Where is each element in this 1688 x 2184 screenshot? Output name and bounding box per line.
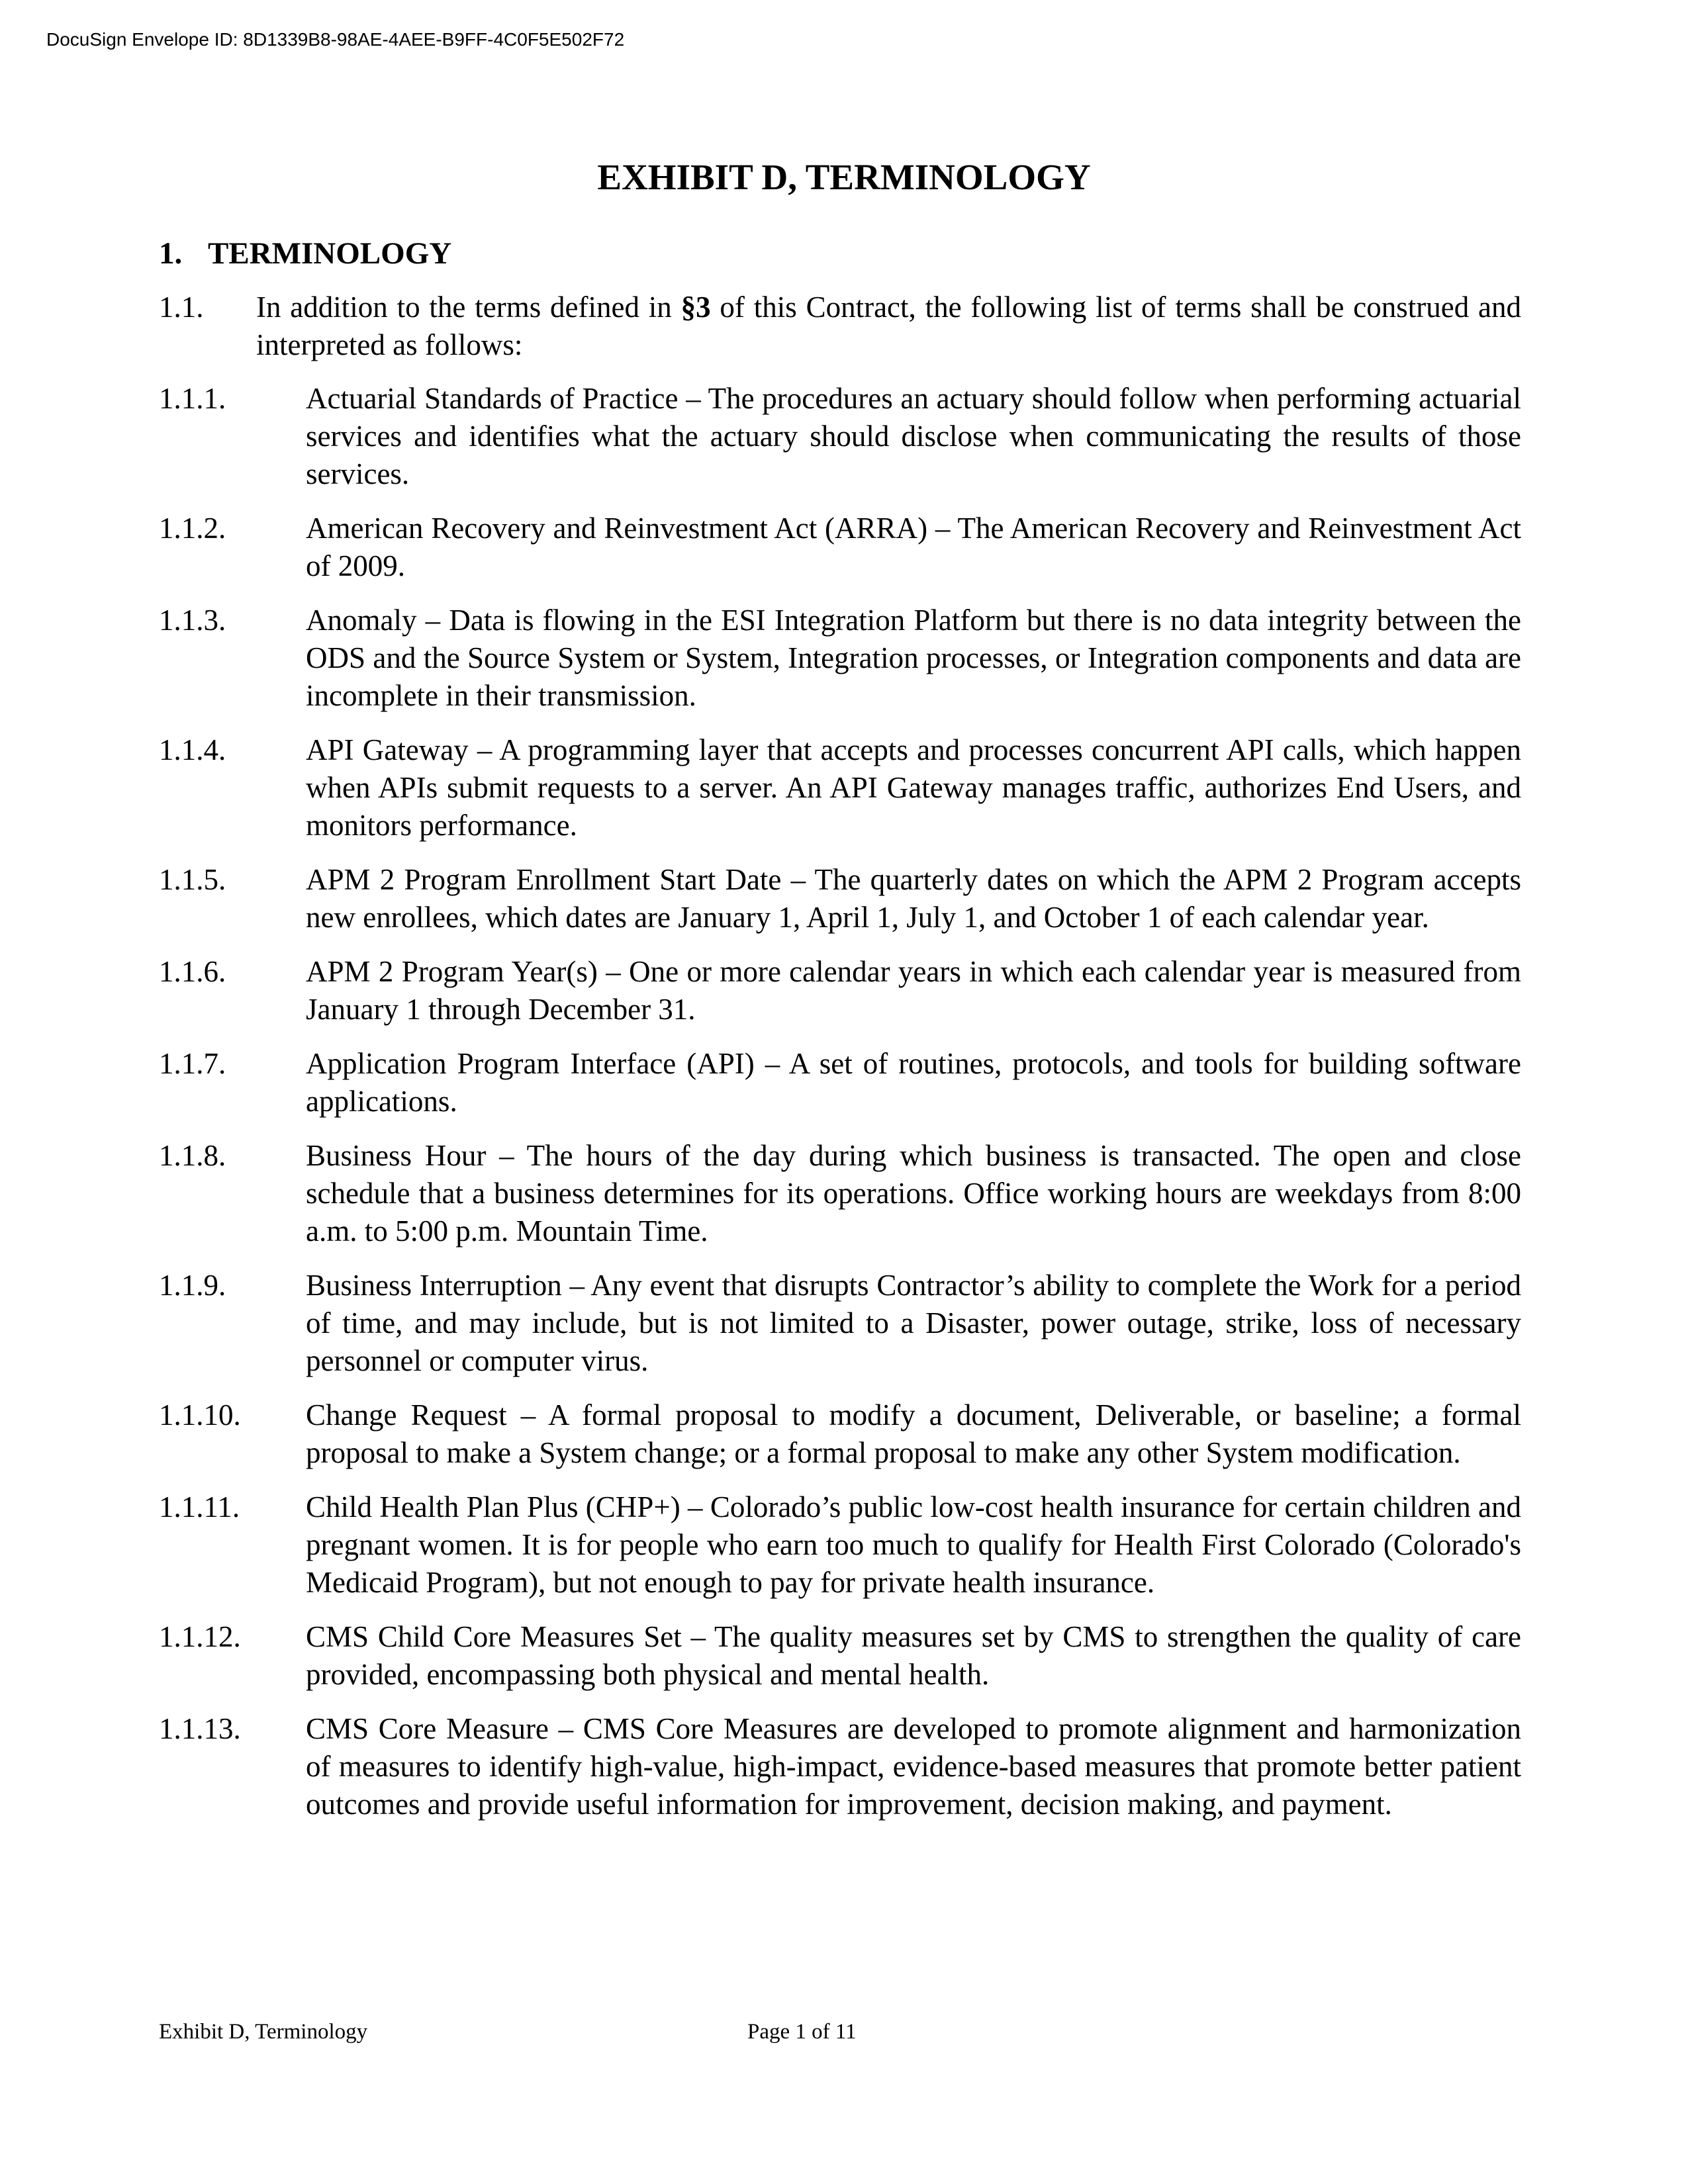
- definition-item: [159, 1396, 1521, 1472]
- definition-number: 1.1.4.: [159, 733, 226, 766]
- section-reference: §3: [680, 291, 711, 324]
- paragraph-number: 1.1.: [159, 291, 204, 324]
- definition-number: 1.1.9.: [159, 1269, 226, 1302]
- definition-item: [159, 1137, 1521, 1250]
- definition-item: [159, 731, 1521, 844]
- definition-item: [159, 1618, 1521, 1694]
- definition-text: American Recovery and Reinvestment Act (ARRA) – The American Recovery and Reinvestment Act of 2009.: [306, 512, 1521, 582]
- definition-number: 1.1.6.: [159, 955, 226, 988]
- definition-text: Child Health Plan Plus (CHP+) – Colorado’s public low-cost health insurance for certain children and pregnant women. It is for people who earn too much to qualify for Health First Colorado (Colorado's Medicaid Program), but not enough to pay for private health insurance.: [306, 1490, 1521, 1599]
- footer-document-name: Exhibit D, Terminology: [159, 2020, 368, 2044]
- definition-item: [159, 1267, 1521, 1380]
- definition-text: Business Interruption – Any event that disrupts Contractor’s ability to complete the Work for a period of time, and may include, but is not limited to a Disaster, power outage, strike, loss of necessary personnel or computer virus.: [306, 1269, 1521, 1377]
- section-number: 1.: [159, 236, 183, 271]
- definition-number: 1.1.1.: [159, 382, 226, 415]
- definition-number: 1.1.12.: [159, 1620, 241, 1653]
- definition-item: [159, 1045, 1521, 1120]
- definition-number: 1.1.3.: [159, 604, 226, 637]
- section-title: TERMINOLOGY: [208, 236, 452, 271]
- document-body: [159, 289, 1521, 1840]
- definition-text: CMS Core Measure – CMS Core Measures are developed to promote alignment and harmonization of measures to identify high-value, high-impact, evidence-based measures that promote better patient outcomes and provide useful information for improvement, decision making, and payment.: [306, 1712, 1521, 1821]
- definition-item: [159, 510, 1521, 585]
- definition-text: Anomaly – Data is flowing in the ESI Integration Platform but there is no data integrity between the ODS and the Source System or System, Integration processes, or Integration components and data are incomplete in their transmission.: [306, 604, 1521, 712]
- definition-text: API Gateway – A programming layer that accepts and processes concurrent API calls, which happen when APIs submit requests to a server. An API Gateway manages traffic, authorizes End Users, and monitors performance.: [306, 733, 1521, 842]
- definition-item: [159, 1710, 1521, 1823]
- definition-number: 1.1.5.: [159, 863, 226, 896]
- definition-text: APM 2 Program Year(s) – One or more calendar years in which each calendar year is measured from January 1 through December 31.: [306, 955, 1521, 1026]
- intro-paragraph: [159, 289, 1521, 364]
- definition-text: CMS Child Core Measures Set – The quality measures set by CMS to strengthen the quality of care provided, encompassing both physical and mental health.: [306, 1620, 1521, 1691]
- definition-text: APM 2 Program Enrollment Start Date – The quarterly dates on which the APM 2 Program accepts new enrollees, which dates are January 1, April 1, July 1, and October 1 of each calendar year.: [306, 863, 1521, 934]
- definition-item: [159, 380, 1521, 493]
- definition-text: Business Hour – The hours of the day during which business is transacted. The open and close schedule that a business determines for its operations. Office working hours are weekdays from 8:00 a.m. to 5:00 p.m. Mountain Time.: [306, 1139, 1521, 1248]
- definition-item: [159, 1488, 1521, 1602]
- definition-text: Actuarial Standards of Practice – The procedures an actuary should follow when performing actuarial services and identifies what the actuary should disclose when communicating the results of those services.: [306, 382, 1521, 490]
- intro-text: In addition to the terms defined in §3 of this Contract, the following list of terms shall be construed and interpreted as follows:: [256, 291, 1521, 361]
- definition-number: 1.1.13.: [159, 1712, 241, 1745]
- definition-item: [159, 861, 1521, 936]
- envelope-id: DocuSign Envelope ID: 8D1339B8-98AE-4AEE-B9FF-4C0F5E502F72: [46, 29, 625, 50]
- section-heading: [159, 236, 451, 271]
- definition-item: [159, 953, 1521, 1028]
- definition-number: 1.1.10.: [159, 1398, 241, 1432]
- footer-page-number: Page 1 of 11: [747, 2020, 857, 2044]
- definition-text: Change Request – A formal proposal to modify a document, Deliverable, or baseline; a formal proposal to make a System change; or a formal proposal to make any other System modification.: [306, 1398, 1521, 1469]
- definition-number: 1.1.8.: [159, 1139, 226, 1172]
- definition-number: 1.1.11.: [159, 1490, 240, 1524]
- page-title: EXHIBIT D, TERMINOLOGY: [597, 157, 1091, 197]
- definition-item: [159, 602, 1521, 715]
- definition-number: 1.1.7.: [159, 1047, 226, 1080]
- definition-text: Application Program Interface (API) – A set of routines, protocols, and tools for building software applications.: [306, 1047, 1521, 1118]
- definition-number: 1.1.2.: [159, 512, 226, 545]
